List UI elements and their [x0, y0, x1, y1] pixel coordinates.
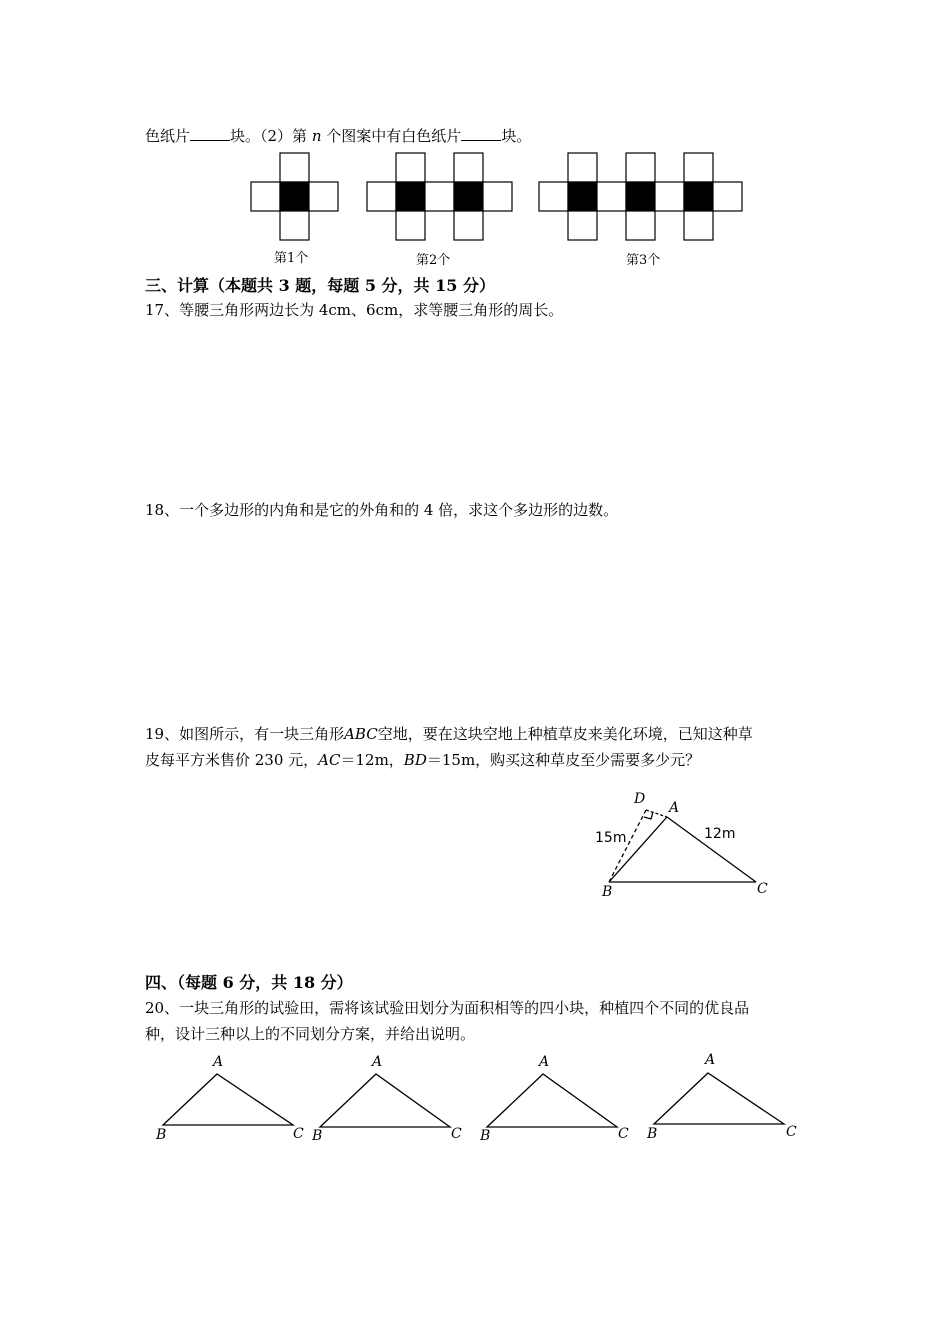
pattern-figure — [251, 153, 742, 240]
question-18: 18、一个多边形的内角和是它的外角和的 4 倍，求这个多边形的边数。 — [145, 501, 619, 519]
q19-abc: ABC — [344, 725, 378, 743]
tri4-label-a: A — [705, 1052, 716, 1068]
figure-19 — [609, 810, 756, 882]
caption-pattern-1: 第1个 — [274, 251, 309, 266]
question-19-line2 — [145, 750, 700, 770]
q19-text-1: 19、如图所示，有一块三角形 — [145, 725, 345, 743]
right-angle-mark — [644, 812, 653, 819]
tri2-label-c: C — [451, 1126, 462, 1142]
tri1-label-a: A — [213, 1054, 224, 1070]
caption-pattern-2: 第2个 — [416, 253, 451, 268]
q19-bd: BD — [403, 751, 427, 769]
tri3-label-b: B — [480, 1128, 491, 1144]
pattern-2 — [367, 153, 512, 240]
section4-triangles — [163, 1073, 784, 1127]
fig19-label-a: A — [669, 800, 680, 816]
question-20-line2: 种，设计三种以上的不同划分方案，并给出说明。 — [145, 1025, 476, 1043]
fig19-length-ac: 12m — [704, 826, 736, 842]
q16-text-3: 个图案中有白色纸片 — [326, 127, 462, 145]
pattern-1 — [251, 153, 338, 240]
section3-heading: 三、计算（本题共 3 题，每题 5 分，共 15 分） — [145, 276, 495, 295]
triangle-2 — [320, 1074, 450, 1127]
triangle-3 — [487, 1074, 617, 1127]
q19-ac: AC — [318, 751, 341, 769]
q16-text-1: 色纸片 — [145, 127, 191, 145]
fig19-length-bd: 15m — [595, 830, 627, 846]
q19-text-5: ＝15m，购买这种草皮至少需要多少元？ — [426, 751, 701, 769]
q16-text-4: 块。 — [501, 127, 532, 145]
q19-text-4: ＝12m， — [340, 751, 404, 769]
caption-pattern-3: 第3个 — [626, 253, 661, 268]
triangle-1 — [163, 1074, 293, 1125]
question-20-line1: 20、一块三角形的试验田，需将该试验田划分为面积相等的四小块，种植四个不同的优良品 — [145, 999, 750, 1017]
tri4-label-c: C — [786, 1124, 797, 1140]
fig19-label-b: B — [602, 884, 613, 900]
q19-text-3: 皮每平方米售价 230 元， — [145, 751, 319, 769]
extension-da — [646, 810, 667, 817]
tri2-label-a: A — [372, 1054, 383, 1070]
tri3-label-c: C — [618, 1126, 629, 1142]
q16-text-2: 块。（2）第 — [230, 127, 308, 145]
triangle-4 — [654, 1073, 784, 1124]
section4-heading: 四、（每题 6 分，共 18 分） — [145, 973, 353, 992]
tri1-label-c: C — [293, 1126, 304, 1142]
fig19-label-c: C — [757, 881, 768, 897]
q16-n: n — [311, 127, 322, 145]
tri2-label-b: B — [312, 1128, 323, 1144]
side-ba — [609, 817, 667, 882]
fig19-label-d: D — [634, 791, 646, 807]
pattern-3 — [539, 153, 742, 240]
tri1-label-b: B — [156, 1127, 167, 1143]
q19-text-2: 空地，要在这块空地上种植草皮来美化环境，已知这种草 — [377, 725, 753, 743]
question-19-line1 — [145, 724, 753, 744]
tri4-label-b: B — [647, 1126, 658, 1142]
tri3-label-a: A — [539, 1054, 550, 1070]
question-17: 17、等腰三角形两边长为 4cm、6cm，求等腰三角形的周长。 — [145, 301, 564, 319]
